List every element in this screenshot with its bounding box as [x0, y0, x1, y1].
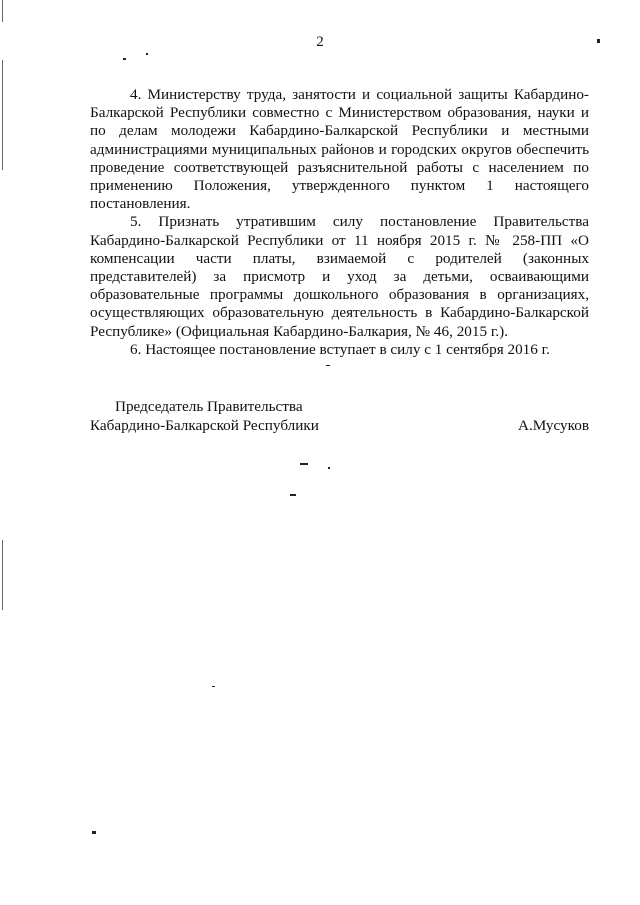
scan-speck — [123, 58, 126, 60]
scan-margin-line-top — [2, 0, 3, 22]
signatory-name: А.Мусуков — [518, 416, 589, 434]
paragraph-5: 5. Признать утратившим силу постановление Правительства Кабардино-Балкарской Республики от 11 ноября 2015 г. № 258-ПП «О компенсации части платы, взимаемой с родителей (законных представителей) за присмотр и уход за детьми, осваивающими образовательные программы дошкольного образования в организациях, осуществляющих образовательную деятельность в Кабардино-Балкарской Республике» (Официальная Кабардино-Балкария, № 46, 2015 г.). — [90, 213, 589, 340]
scan-speck — [146, 53, 148, 55]
document-body — [90, 86, 589, 359]
signature-block — [90, 398, 589, 435]
scan-speck — [597, 39, 600, 43]
signatory-title-line-2: Кабардино-Балкарской Республики — [90, 416, 319, 434]
page-number: 2 — [316, 34, 324, 50]
scan-margin-line-low — [2, 540, 3, 610]
scan-speck — [212, 686, 215, 687]
scan-margin-line-mid — [2, 60, 3, 170]
scan-speck — [92, 831, 96, 834]
scan-speck — [326, 365, 330, 366]
paragraph-4: 4. Министерству труда, занятости и социальной защиты Кабардино-Балкарской Республики совместно с Министерством образования, науки и по делам молодежи Кабардино-Балкарской Республики и местными администрациями муниципальных районов и городских округов обеспечить проведение соответствующей разъяснительной работы с населением по применению Положения, утвержденного пунктом 1 настоящего постановления. — [90, 86, 589, 213]
scan-speck — [328, 467, 330, 469]
signatory-title-line-1: Председатель Правительства — [115, 398, 303, 415]
scan-speck — [290, 494, 296, 496]
paragraph-6: 6. Настоящее постановление вступает в силу с 1 сентября 2016 г. — [130, 340, 550, 358]
scan-speck — [300, 463, 308, 465]
